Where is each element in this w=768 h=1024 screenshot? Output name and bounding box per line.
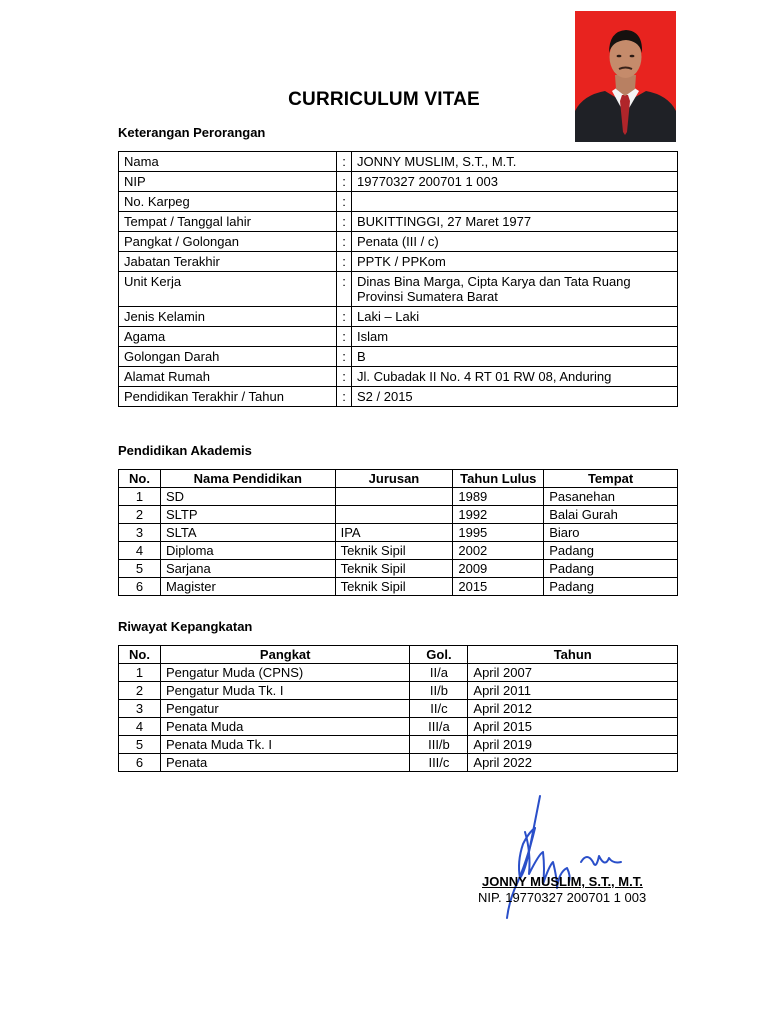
personal-row	[119, 212, 678, 232]
edu-cell-no: 4	[119, 542, 161, 560]
rank-cell-no: 2	[119, 682, 161, 700]
edu-cell-no: 3	[119, 524, 161, 542]
field-label: NIP	[119, 172, 337, 192]
personal-row	[119, 307, 678, 327]
field-value	[352, 212, 678, 232]
education-row	[119, 524, 678, 542]
personal-row	[119, 347, 678, 367]
edu-cell-place: Biaro	[544, 524, 678, 542]
field-separator: :	[337, 367, 352, 387]
rank-cell-grade: II/a	[410, 664, 468, 682]
personal-row	[119, 232, 678, 252]
rank-table	[118, 645, 678, 772]
field-label: Pangkat / Golongan	[119, 232, 337, 252]
edu-cell-place: Padang	[544, 560, 678, 578]
field-value	[352, 152, 678, 172]
edu-cell-name: SD	[160, 488, 335, 506]
field-value	[352, 172, 678, 192]
rank-row	[119, 700, 678, 718]
field-value-line: Islam	[357, 329, 389, 344]
field-label: Agama	[119, 327, 337, 347]
rank-header-year: Tahun	[468, 646, 678, 664]
rank-cell-no: 6	[119, 754, 161, 772]
field-label: Tempat / Tanggal lahir	[119, 212, 337, 232]
rank-cell-year: April 2012	[468, 700, 678, 718]
rank-cell-rank: Pengatur Muda (CPNS)	[160, 664, 410, 682]
edu-cell-year: 1992	[453, 506, 544, 524]
rank-row	[119, 664, 678, 682]
field-label: Alamat Rumah	[119, 367, 337, 387]
edu-cell-year: 2015	[453, 578, 544, 596]
personal-row	[119, 152, 678, 172]
edu-header-name: Nama Pendidikan	[160, 470, 335, 488]
education-row	[119, 542, 678, 560]
field-label: Pendidikan Terakhir / Tahun	[119, 387, 337, 407]
edu-cell-name: Sarjana	[160, 560, 335, 578]
edu-cell-no: 6	[119, 578, 161, 596]
rank-cell-year: April 2007	[468, 664, 678, 682]
education-row	[119, 488, 678, 506]
field-label: Jabatan Terakhir	[119, 252, 337, 272]
edu-cell-year: 2002	[453, 542, 544, 560]
field-label: Jenis Kelamin	[119, 307, 337, 327]
edu-header-no: No.	[119, 470, 161, 488]
field-value	[352, 252, 678, 272]
rank-cell-rank: Pengatur	[160, 700, 410, 718]
field-value-line: B	[357, 349, 366, 364]
personal-row	[119, 252, 678, 272]
field-value-line: S2 / 2015	[357, 389, 413, 404]
page-title: CURRICULUM VITAE	[288, 89, 480, 110]
education-row	[119, 560, 678, 578]
edu-header-year: Tahun Lulus	[453, 470, 544, 488]
field-value-line: Jl. Cubadak II No. 4 RT 01 RW 08, Anduring	[357, 369, 612, 384]
field-separator: :	[337, 252, 352, 272]
field-value	[352, 367, 678, 387]
personal-row	[119, 272, 678, 307]
field-value-line: Dinas Bina Marga, Cipta Karya dan Tata Ruang	[357, 274, 631, 289]
edu-cell-no: 2	[119, 506, 161, 524]
field-value-line: Laki – Laki	[357, 309, 420, 324]
rank-cell-year: April 2011	[468, 682, 678, 700]
field-value	[352, 272, 678, 307]
rank-cell-year: April 2019	[468, 736, 678, 754]
education-row	[119, 578, 678, 596]
edu-cell-name: Magister	[160, 578, 335, 596]
field-separator: :	[337, 307, 352, 327]
field-label: Unit Kerja	[119, 272, 337, 307]
rank-cell-no: 3	[119, 700, 161, 718]
rank-row	[119, 736, 678, 754]
field-label: Nama	[119, 152, 337, 172]
education-header-row	[119, 470, 678, 488]
field-separator: :	[337, 232, 352, 252]
edu-cell-major: Teknik Sipil	[335, 578, 453, 596]
rank-cell-rank: Penata	[160, 754, 410, 772]
rank-row	[119, 718, 678, 736]
field-value-line: JONNY MUSLIM, S.T., M.T.	[357, 154, 517, 169]
rank-cell-rank: Penata Muda	[160, 718, 410, 736]
edu-header-major: Jurusan	[335, 470, 453, 488]
edu-cell-major	[335, 488, 453, 506]
field-value-line: Penata (III / c)	[357, 234, 439, 249]
field-separator: :	[337, 172, 352, 192]
edu-cell-place: Pasanehan	[544, 488, 678, 506]
section-title-education: Pendidikan Akademis	[118, 443, 252, 458]
rank-header-grade: Gol.	[410, 646, 468, 664]
signatory-name: JONNY MUSLIM, S.T., M.T.	[482, 874, 643, 889]
edu-cell-place: Balai Gurah	[544, 506, 678, 524]
rank-cell-grade: II/c	[410, 700, 468, 718]
field-separator: :	[337, 152, 352, 172]
rank-cell-grade: III/a	[410, 718, 468, 736]
field-value-line: PPTK / PPKom	[357, 254, 446, 269]
personal-row	[119, 327, 678, 347]
rank-cell-year: April 2015	[468, 718, 678, 736]
edu-cell-year: 1989	[453, 488, 544, 506]
rank-cell-no: 4	[119, 718, 161, 736]
personal-row	[119, 367, 678, 387]
field-value	[352, 327, 678, 347]
rank-header-rank: Pangkat	[160, 646, 410, 664]
field-value	[352, 232, 678, 252]
edu-cell-place: Padang	[544, 542, 678, 560]
field-separator: :	[337, 192, 352, 212]
field-separator: :	[337, 272, 352, 307]
field-value	[352, 387, 678, 407]
edu-cell-no: 5	[119, 560, 161, 578]
edu-cell-name: SLTA	[160, 524, 335, 542]
field-separator: :	[337, 387, 352, 407]
personal-info-table	[118, 151, 678, 407]
field-label: Golongan Darah	[119, 347, 337, 367]
field-value	[352, 192, 678, 212]
field-separator: :	[337, 212, 352, 232]
edu-cell-year: 2009	[453, 560, 544, 578]
rank-cell-grade: III/b	[410, 736, 468, 754]
edu-cell-year: 1995	[453, 524, 544, 542]
edu-cell-major: IPA	[335, 524, 453, 542]
rank-cell-rank: Penata Muda Tk. I	[160, 736, 410, 754]
personal-row	[119, 192, 678, 212]
edu-cell-major: Teknik Sipil	[335, 560, 453, 578]
field-separator: :	[337, 347, 352, 367]
edu-cell-place: Padang	[544, 578, 678, 596]
field-value-line: BUKITTINGGI, 27 Maret 1977	[357, 214, 532, 229]
education-table	[118, 469, 678, 596]
field-value-line: 19770327 200701 1 003	[357, 174, 498, 189]
edu-cell-no: 1	[119, 488, 161, 506]
rank-header-row	[119, 646, 678, 664]
rank-row	[119, 682, 678, 700]
edu-cell-major: Teknik Sipil	[335, 542, 453, 560]
rank-cell-grade: III/c	[410, 754, 468, 772]
edu-header-place: Tempat	[544, 470, 678, 488]
signatory-nip: NIP. 19770327 200701 1 003	[478, 890, 647, 905]
edu-cell-name: SLTP	[160, 506, 335, 524]
section-title-personal: Keterangan Perorangan	[118, 125, 266, 140]
field-label: No. Karpeg	[119, 192, 337, 212]
rank-cell-grade: II/b	[410, 682, 468, 700]
field-value	[352, 347, 678, 367]
personal-row	[119, 172, 678, 192]
personal-row	[119, 387, 678, 407]
field-separator: :	[337, 327, 352, 347]
rank-cell-rank: Pengatur Muda Tk. I	[160, 682, 410, 700]
edu-cell-name: Diploma	[160, 542, 335, 560]
rank-cell-no: 5	[119, 736, 161, 754]
education-row	[119, 506, 678, 524]
rank-cell-year: April 2022	[468, 754, 678, 772]
edu-cell-major	[335, 506, 453, 524]
field-value-line: Provinsi Sumatera Barat	[357, 289, 498, 304]
rank-header-no: No.	[119, 646, 161, 664]
portrait-photo	[575, 11, 676, 142]
section-title-rank: Riwayat Kepangkatan	[118, 619, 253, 634]
rank-cell-no: 1	[119, 664, 161, 682]
rank-row	[119, 754, 678, 772]
field-value	[352, 307, 678, 327]
